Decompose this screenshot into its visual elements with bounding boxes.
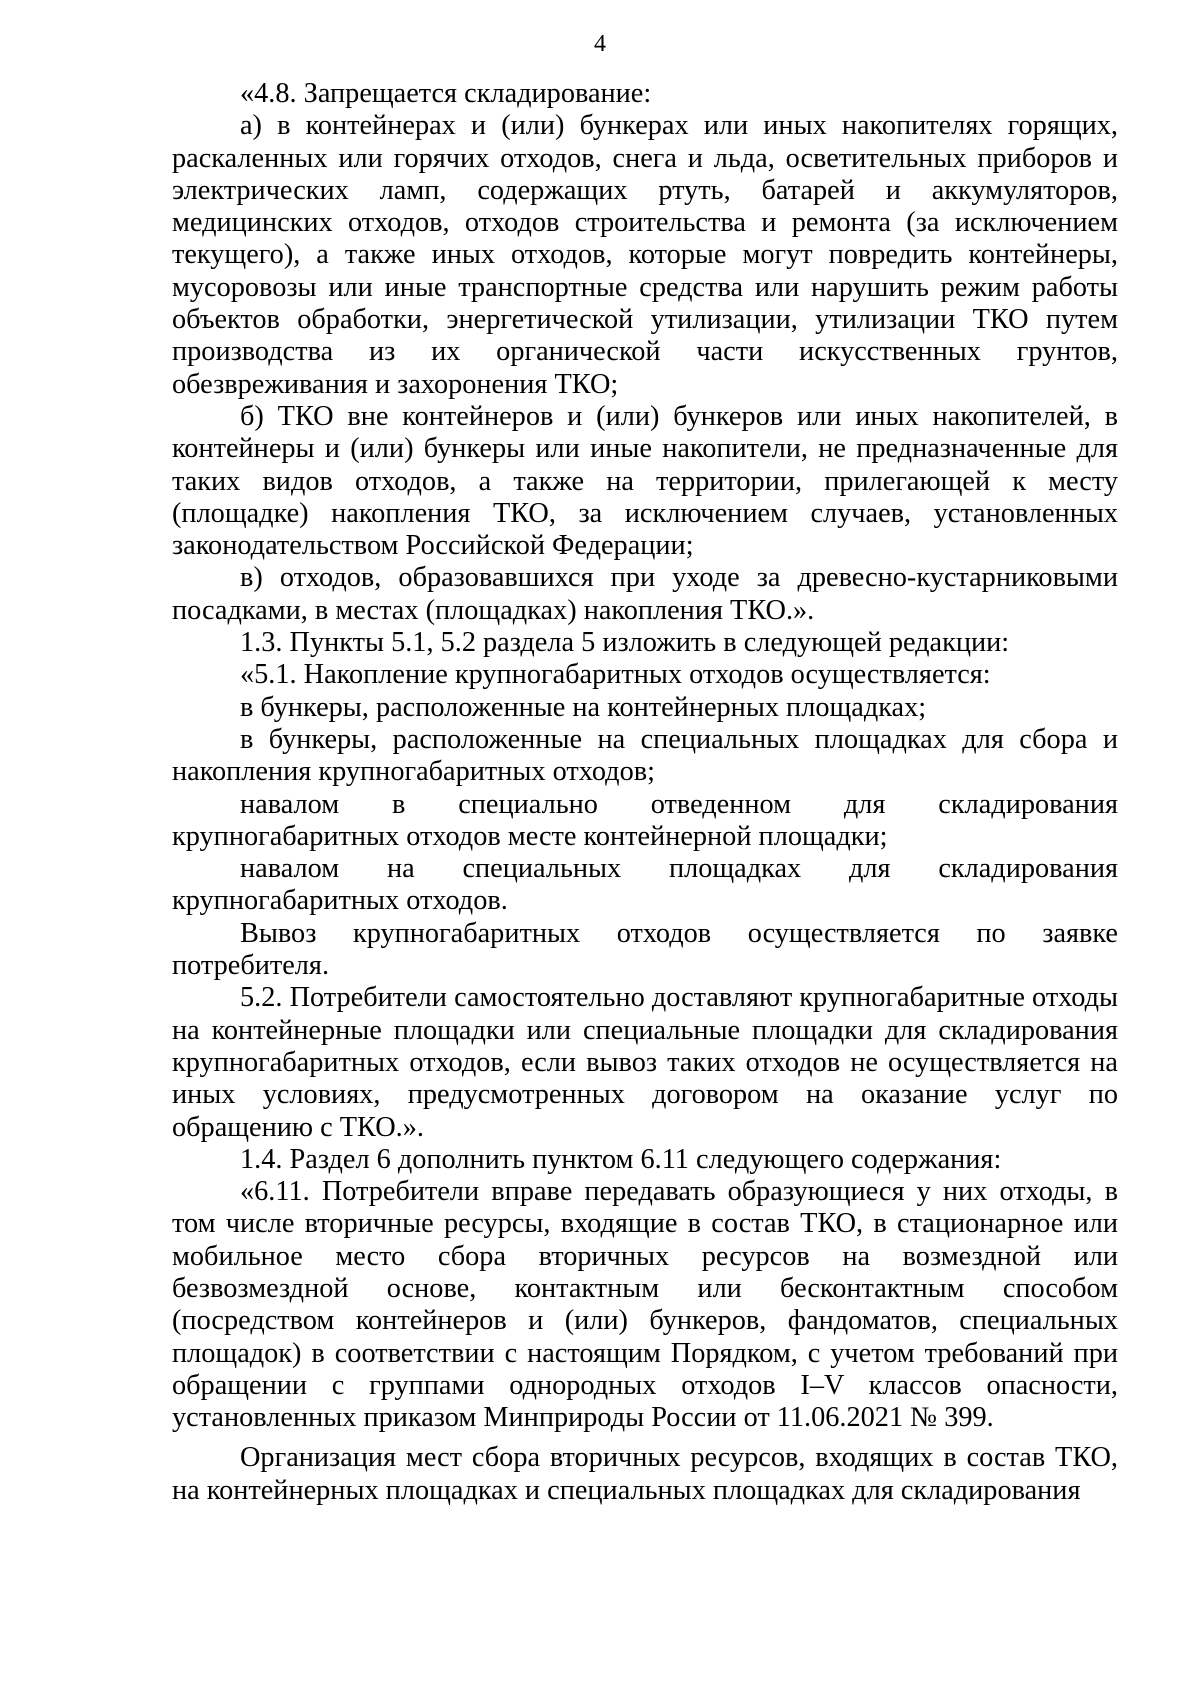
- paragraph-1-4: 1.4. Раздел 6 дополнить пунктом 6.11 следующего содержания:: [240, 1143, 1002, 1175]
- paragraph-5-1-item-1: в бункеры, расположенные на контейнерных площадках;: [240, 691, 927, 723]
- paragraph-6-11: «6.11. Потребители вправе передавать образующиеся у них отходы, в том числе вторичные ресурсы, входящие в состав ТКО, в стационарное или мобильное место сбора вторичных ресурсов на возмездной или безвозмездной основе, контактным или бесконтактным способом (посредством контейнеров и (или) бункеров, фандоматов, специальных площадок) в соответствии с настоящим Порядком, с учетом требований при обращении с группами однородных отходов I–V классов опасности, установленных приказом Минприроды России от 11.06.2021 № 399.: [172, 1176, 1118, 1434]
- paragraph-4-8-v: в) отходов, образовавшихся при уходе за древесно-кустарниковыми посадками, в местах (площадках) накопления ТКО.».: [172, 562, 1118, 626]
- paragraph-4-8-a: а) в контейнерах и (или) бункерах или иных накопителях горящих, раскаленных или горячих отходов, снега и льда, осветительных приборов и электрических ламп, содержащих ртуть, батарей и аккумуляторов, медицинских отходов, отходов строительства и ремонта (за исключением текущего), а также иных отходов, которые могут повредить контейнеры, мусоровозы или иные транспортные средства или нарушить режим работы объектов обработки, энергетической утилизации, утилизации ТКО путем производства из их органической части искусственных грунтов, обезвреживания и захоронения ТКО;: [172, 110, 1118, 400]
- page-number: 4: [594, 31, 606, 57]
- paragraph-5-1-item-3: навалом в специально отведенном для складирования крупногабаритных отходов месте контейнерной площадки;: [172, 788, 1118, 852]
- paragraph-5-1-item-2: в бункеры, расположенные на специальных площадках для сбора и накопления крупногабаритных отходов;: [172, 723, 1118, 788]
- paragraph-1-3: 1.3. Пункты 5.1, 5.2 раздела 5 изложить в следующей редакции:: [240, 627, 1010, 659]
- paragraph-4-8-heading: «4.8. Запрещается складирование:: [240, 78, 652, 109]
- paragraph-4-8-b: б) ТКО вне контейнеров и (или) бункеров или иных накопителей, в контейнеры и (или) бункеры или иные накопители, не предназначенные для таких видов отходов, а также на территории, прилегающей к месту (площадке) накопления ТКО, за исключением случаев, установленных законодательством Российской Федерации;: [172, 400, 1118, 562]
- paragraph-5-1-removal: Вывоз крупногабаритных отходов осуществляется по заявке потребителя.: [172, 917, 1118, 982]
- document-body: [172, 78, 1118, 1507]
- paragraph-5-1-item-4: навалом на специальных площадках для складирования крупногабаритных отходов.: [172, 853, 1118, 917]
- paragraph-5-1-heading: «5.1. Накопление крупногабаритных отходов осуществляется:: [240, 659, 991, 691]
- paragraph-5-2: 5.2. Потребители самостоятельно доставляют крупногабаритные отходы на контейнерные площадки или специальные площадки для складирования крупногабаритных отходов, если вывоз таких отходов не осуществляется на иных условиях, предусмотренных договором на оказание услуг по обращению с ТКО.».: [172, 982, 1118, 1143]
- paragraph-6-11-continued: Организация мест сбора вторичных ресурсов, входящих в состав ТКО, на контейнерных площадках и специальных площадках для складирования: [172, 1442, 1118, 1506]
